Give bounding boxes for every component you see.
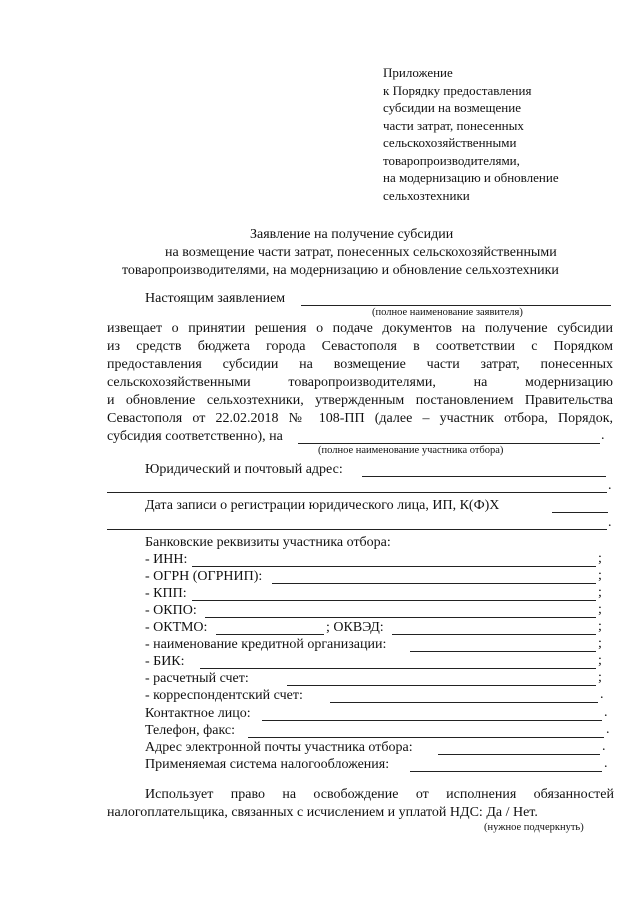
title-line: товаропроизводителями, на модернизацию и обновление сельхозтехники xyxy=(122,263,559,278)
inn-label: - ИНН: xyxy=(145,552,188,567)
ogrn-field[interactable] xyxy=(272,583,596,584)
period-mark: . xyxy=(608,515,612,530)
period-mark: . xyxy=(602,739,606,754)
vat-line: Использует право на освобождение от исполнения обязанностей xyxy=(145,787,614,802)
semicolon-mark: ; xyxy=(598,602,602,617)
address-label: Юридический и почтовый адрес: xyxy=(145,462,343,477)
applicant-caption: (полное наименование заявителя) xyxy=(372,307,523,318)
vat-line: налогоплательщика, связанных с исчислением и уплатой НДС: Да / Нет. xyxy=(107,805,538,820)
participant-caption: (полное наименование участника отбора) xyxy=(318,445,504,456)
tax-system-label: Применяемая система налогообложения: xyxy=(145,757,390,772)
bank-name-label: - наименование кредитной организации: xyxy=(145,637,387,652)
appendix-line: субсидии на возмещение xyxy=(383,100,521,115)
phone-label: Телефон, факс: xyxy=(145,723,236,738)
applicant-name-field[interactable] xyxy=(301,305,611,306)
bik-label: - БИК: xyxy=(145,654,185,669)
bank-name-field[interactable] xyxy=(410,651,596,652)
paragraph-line: из средств бюджета города Севастополя в соответствии с Порядком xyxy=(107,339,613,354)
appendix-line: товаропроизводителями, xyxy=(383,152,520,168)
title-line: на возмещение части затрат, понесенных сельскохозяйственными xyxy=(165,245,557,260)
ogrn-label: - ОГРН (ОГРНИП): xyxy=(145,569,263,584)
paragraph-line: сельскохозяйственными товаропроизводителями, на модернизацию xyxy=(107,375,613,390)
semicolon-mark: ; xyxy=(598,670,602,685)
oktmo-label: - ОКТМО: xyxy=(145,620,208,635)
period-mark: . xyxy=(608,478,612,493)
period-mark: . xyxy=(604,705,608,720)
period-mark: . xyxy=(601,428,605,443)
bank-details-header: Банковские реквизиты участника отбора: xyxy=(145,535,391,550)
oktmo-field[interactable] xyxy=(216,634,324,635)
tax-system-field[interactable] xyxy=(410,771,602,772)
vat-caption: (нужное подчеркнуть) xyxy=(484,822,584,833)
intro-lead: Настоящим заявлением xyxy=(145,291,286,306)
corr-account-label: - корреспондентский счет: xyxy=(145,688,303,703)
semicolon-mark: ; xyxy=(598,636,602,651)
contact-field[interactable] xyxy=(262,720,602,721)
okpo-label: - ОКПО: xyxy=(145,603,197,618)
appendix-line: части затрат, понесенных xyxy=(383,117,524,133)
email-field[interactable] xyxy=(438,754,600,755)
appendix-block xyxy=(383,64,559,204)
okved-field[interactable] xyxy=(392,634,596,635)
address-field-continued[interactable] xyxy=(107,492,607,493)
title-line: Заявление на получение субсидии xyxy=(250,227,454,242)
paragraph-line: извещает о принятии решения о подаче документов на получение субсидии xyxy=(107,321,613,336)
appendix-line: на модернизацию и обновление xyxy=(383,170,559,185)
participant-name-field[interactable] xyxy=(298,443,600,444)
period-mark: . xyxy=(600,687,604,702)
registration-date-field[interactable] xyxy=(552,512,608,513)
okpo-field[interactable] xyxy=(205,617,596,618)
period-mark: . xyxy=(604,756,608,771)
appendix-line: сельхозтехники xyxy=(383,187,470,203)
semicolon-mark: ; xyxy=(598,585,602,600)
appendix-line: к Порядку предоставления xyxy=(383,82,532,98)
contact-label: Контактное лицо: xyxy=(145,706,251,721)
semicolon-mark: ; xyxy=(598,551,602,566)
account-label: - расчетный счет: xyxy=(145,671,249,686)
paragraph-line: и обновление сельхозтехники, утвержденным постановлением Правительства xyxy=(107,393,613,408)
appendix-line: Приложение xyxy=(383,65,453,80)
bik-field[interactable] xyxy=(200,668,596,669)
kpp-label: - КПП: xyxy=(145,586,187,601)
paragraph-line: предоставления субсидии на возмещение части затрат, понесенных xyxy=(107,357,613,372)
registration-label: Дата записи о регистрации юридического лица, ИП, К(Ф)Х xyxy=(145,498,500,513)
email-label: Адрес электронной почты участника отбора: xyxy=(145,740,413,755)
corr-account-field[interactable] xyxy=(330,702,598,703)
paragraph-line: Севастополя от 22.02.2018 № 108-ПП (далее – участник отбора, Порядок, xyxy=(107,411,613,426)
account-field[interactable] xyxy=(287,685,596,686)
okved-label: ; ОКВЭД: xyxy=(326,620,384,635)
semicolon-mark: ; xyxy=(598,568,602,583)
registration-field-continued[interactable] xyxy=(107,529,607,530)
inn-field[interactable] xyxy=(192,566,596,567)
period-mark: . xyxy=(606,722,610,737)
kpp-field[interactable] xyxy=(192,600,596,601)
semicolon-mark: ; xyxy=(598,619,602,634)
address-field[interactable] xyxy=(362,476,606,477)
semicolon-mark: ; xyxy=(598,653,602,668)
appendix-line: сельскохозяйственными xyxy=(383,135,517,150)
paragraph-line: субсидия соответственно), на xyxy=(107,429,283,444)
phone-field[interactable] xyxy=(248,737,604,738)
